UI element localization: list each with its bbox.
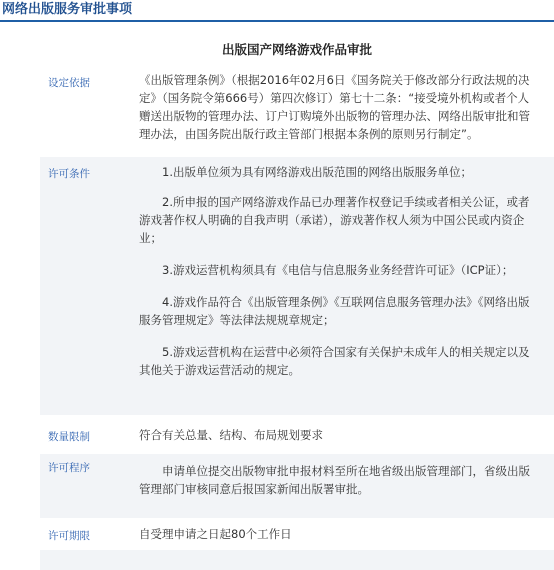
row-procedure <box>40 454 554 518</box>
procedure-content <box>139 462 534 498</box>
page-header <box>0 0 554 22</box>
row-label-conditions: 许可条件 <box>48 168 90 180</box>
row-label-procedure: 许可程序 <box>48 462 90 474</box>
basis-text: 《出版管理条例》（根据2016年02月6日《国务院关于修改部分行政法规的决定》（国务院令第666号）第四次修订）第七十二条：“接受境外机构或者个人赠送出版物的管理办法、订户订购境外出版物的管理办法、网络出版审批和管理办法，由国务院出版行政主管部门根据本条例的原则另行制定”。 <box>139 73 530 141</box>
row-quantity <box>40 415 554 454</box>
duration-text: 自受理申请之日起80个工作日 <box>139 527 292 541</box>
quantity-text: 符合有关总量、结构、布局规划要求 <box>139 428 323 442</box>
row-duration <box>40 518 554 550</box>
row-conditions <box>40 157 554 415</box>
row-basis <box>40 66 554 157</box>
condition-item: 1.出版单位须为具有网络游戏出版范围的网络出版服务单位； <box>162 165 472 179</box>
basis-content <box>139 71 534 143</box>
duration-content <box>139 525 534 543</box>
item-title: 出版国产网络游戏作品审批 <box>221 42 372 57</box>
condition-item: 3.游戏运营机构须具有《电信与信息服务业务经营许可证》（ICP证）； <box>162 263 514 277</box>
condition-item: 4.游戏作品符合《出版管理条例》《互联网信息服务管理办法》《网络出版服务管理规定》等法律法规规章规定； <box>139 295 530 327</box>
approval-table <box>40 66 554 570</box>
row-label-quantity: 数量限制 <box>48 431 90 443</box>
conditions-content <box>139 163 534 379</box>
condition-item: 5.游戏运营机构在运营中必须符合国家有关保护未成年人的相关规定以及其他关于游戏运营活动的规定。 <box>139 345 530 377</box>
header-title: 网络出版服务审批事项 <box>2 2 133 17</box>
row-label-basis: 设定依据 <box>48 77 90 89</box>
procedure-text: 申请单位提交出版物审批申报材料至所在地省级出版管理部门，省级出版管理部门审核同意后报国家新闻出版署审批。 <box>139 464 530 496</box>
condition-item: 2.所申报的国产网络游戏作品已办理著作权登记手续或者相关公证，或者游戏著作权人明确的自我声明（承诺），游戏著作权人须为中国公民或内资企业； <box>139 195 530 245</box>
row-label-duration: 许可期限 <box>48 530 90 542</box>
quantity-content <box>139 426 534 444</box>
row-next <box>40 550 554 570</box>
